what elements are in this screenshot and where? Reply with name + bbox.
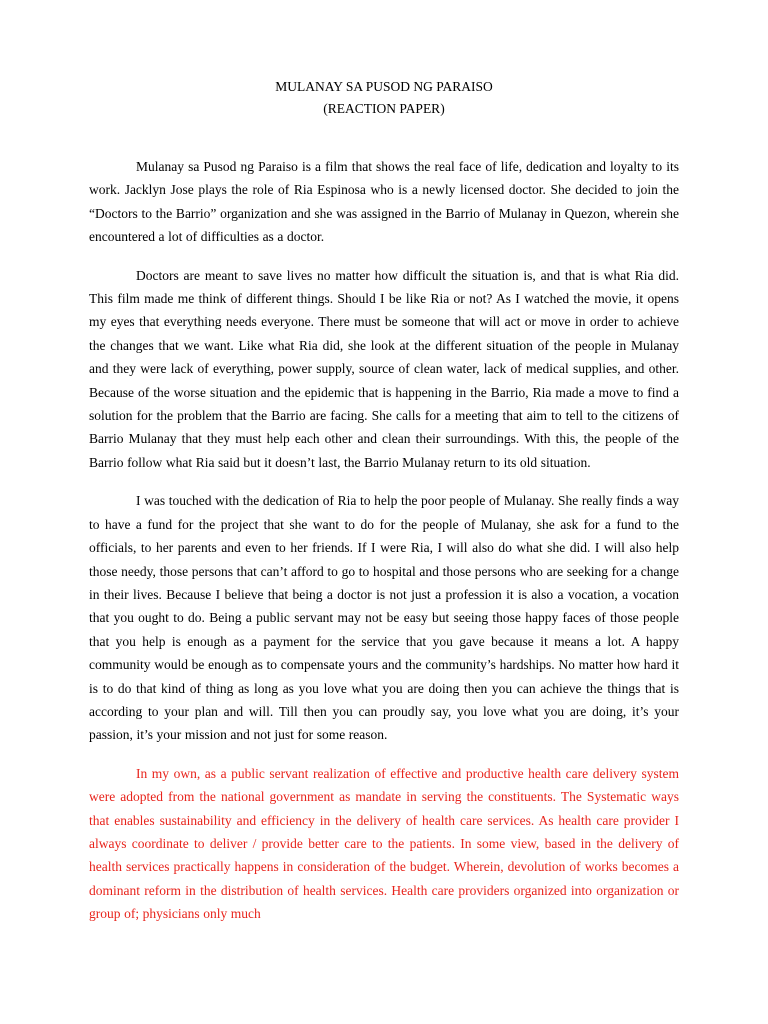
paragraph-3: I was touched with the dedication of Ria to help the poor people of Mulanay. She really finds a way to have a fund for the project that she want to do for the people of Mulanay, she ask for a fund to the officials, to her parents and even to her friends. If I were Ria, I will also do what she did. I will also help those needy, those persons that can’t afford to go to hospital and those persons who are seeking for a change in their lives. Because I believe that being a doctor is not just a profession it is also a vocation, a vocation that you ought to do. Being a public servant may not be easy but seeing those happy faces of those people that you help is enough as a payment for the service that you gave because it means a lot. A happy community would be enough as to compensate yours and the community’s hardships. No matter how hard it is to do that kind of thing as long as you love what you are doing then you can achieve the things that is according to your plan and will. Till then you can proudly say, you love what you are doing, it’s your passion, it’s your mission and not just for some reason. [89,493,679,743]
page-subtitle: (REACTION PAPER) [323,101,445,116]
paragraph-1: Mulanay sa Pusod ng Paraiso is a film that shows the real face of life, dedication and loyalty to its work. Jacklyn Jose plays the role of Ria Espinosa who is a newly licensed doctor. She decided to join the “Doctors to the Barrio” organization and she was assigned in the Barrio of Mulanay in Quezon, wherein she encountered a lot of difficulties as a doctor. [89,159,679,245]
page-title: MULANAY SA PUSOD NG PARAISO [275,79,493,94]
paragraph-2: Doctors are meant to save lives no matter how difficult the situation is, and that is what Ria did. This film made me think of different things. Should I be like Ria or not? As I watched the movie, it opens my eyes that everything needs everyone. There must be someone that will act or move in order to achieve the changes that we want. Like what Ria did, she look at the different situation of the people in Mulanay and they were lack of everything, power supply, source of clean water, lack of medical supplies, and other. Because of the worse situation and the epidemic that is happening in the Barrio, Ria made a move to find a solution for the problem that the Barrio are facing. She calls for a meeting that aim to tell to the citizens of Barrio Mulanay that they must help each other and clean their surroundings. With this, the people of the Barrio follow what Ria said but it doesn’t last, the Barrio Mulanay return to its old situation. [89,267,679,470]
paragraph-4-highlighted: In my own, as a public servant realization of effective and productive health care delivery system were adopted from the national government as mandate in serving the constituents. The Systematic ways that enables sustainability and efficiency in the delivery of health care services. As health care provider I always coordinate to deliver / provide better care to the patients. In some view, based in the delivery of health services practically happens in consideration of the budget. Wherein, devolution of works becomes a dominant reform in the distribution of health services. Health care providers organized into organization or group of; physicians only much [89,765,679,922]
